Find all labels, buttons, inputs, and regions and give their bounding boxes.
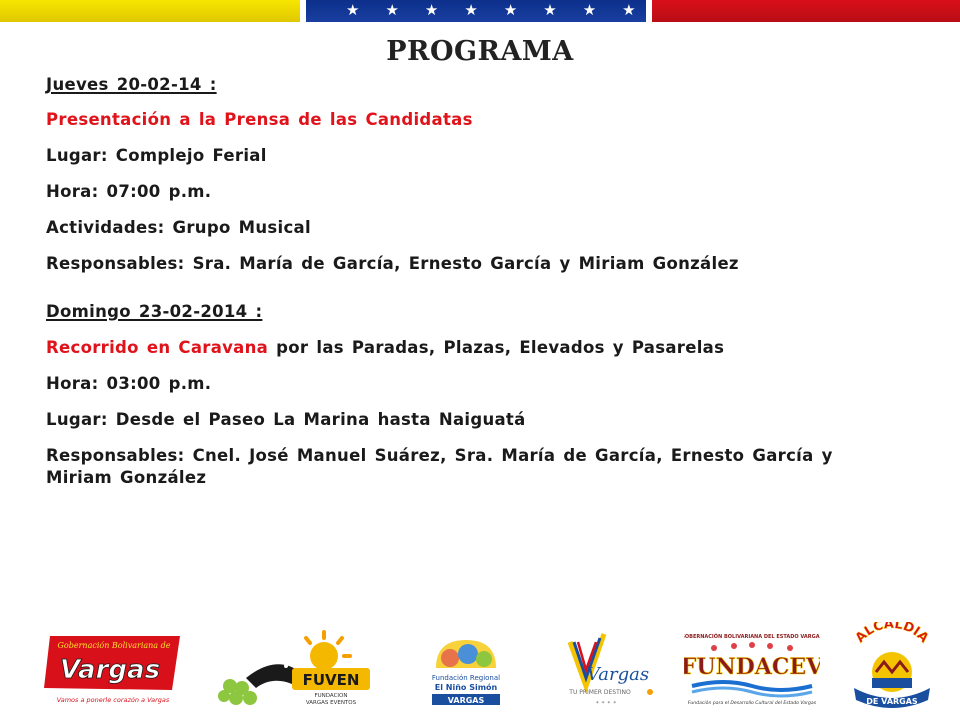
event2-name: [46, 337, 906, 359]
svg-text:TU PRIMER DESTINO: TU PRIMER DESTINO: [569, 689, 631, 696]
svg-text:GOBERNACIÓN BOLIVARIANA DEL ES: GOBERNACIÓN BOLIVARIANA DEL ESTADO VARGAS: [684, 634, 820, 640]
page-title: PROGRAMA: [386, 36, 574, 67]
event2-name-highlight: Recorrido en Caravana: [46, 338, 269, 357]
event1-place: Lugar: Complejo Ferial: [46, 146, 267, 165]
event1-time: Hora: 07:00 p.m.: [46, 182, 212, 201]
alcaldia-vargas-logo: [840, 622, 944, 710]
fuven-logo: [216, 628, 374, 708]
event1-date: Jueves 20-02-14 :: [46, 75, 217, 94]
svg-text:El Niño Simón: El Niño Simón: [434, 683, 498, 692]
svg-text:Fundación Regional: Fundación Regional: [431, 674, 501, 682]
event2-name-rest: por las Paradas, Plazas, Elevados y Pasarelas: [268, 338, 725, 357]
svg-text:ALCALDIA: ALCALDIA: [852, 622, 932, 646]
svg-text:FUNDACEV: FUNDACEV: [684, 654, 820, 680]
vargas-destino-logo: [556, 628, 656, 708]
flag-red-band: [652, 0, 960, 22]
flag-blue-band: [306, 0, 646, 22]
svg-text:Gobernación Bolivariana de: Gobernación Bolivariana de: [57, 641, 171, 650]
event2-responsible: Responsables: Cnel. José Manuel Suárez, Sra. María de García, Ernesto García y Miriam González: [46, 446, 833, 487]
svg-text:Fundación para el Desarrollo C: Fundación para el Desarrollo Cultural del Estado Vargas: [687, 701, 817, 706]
fundacev-logo: [684, 628, 820, 708]
event1-name: Presentación a la Prensa de las Candidatas: [46, 110, 473, 129]
event1-activities: Actividades: Grupo Musical: [46, 218, 311, 237]
svg-text:Vargas: Vargas: [586, 664, 650, 685]
svg-text:FUNDACION: FUNDACION: [314, 693, 348, 699]
event2-time: Hora: 03:00 p.m.: [46, 374, 212, 393]
event2-date: Domingo 23-02-2014 :: [46, 302, 263, 321]
star-icons: ★ ★ ★ ★ ★ ★ ★ ★: [346, 1, 636, 19]
svg-text:VARGAS: VARGAS: [447, 696, 485, 705]
event2-place: Lugar: Desde el Paseo La Marina hasta Naiguatá: [46, 410, 526, 429]
svg-text:✦ ✦ ✦ ✦: ✦ ✦ ✦ ✦: [595, 700, 617, 706]
event1-responsible: Responsables: Sra. María de García, Ernesto García y Miriam González: [46, 254, 739, 273]
flag-yellow-band: [0, 0, 300, 22]
program-body: [46, 74, 906, 489]
svg-text:VARGAS EVENTOS: VARGAS EVENTOS: [305, 700, 357, 706]
svg-text:FUVEN: FUVEN: [302, 671, 360, 689]
svg-text:DE VARGAS: DE VARGAS: [866, 697, 918, 706]
nino-simon-logo: [418, 628, 514, 708]
svg-text:Vargas: Vargas: [59, 655, 161, 685]
gobernacion-vargas-logo: [40, 628, 186, 708]
flag-strip: [0, 0, 960, 22]
svg-text:Vamos a ponerle corazón a Varg: Vamos a ponerle corazón a Vargas: [56, 696, 170, 704]
